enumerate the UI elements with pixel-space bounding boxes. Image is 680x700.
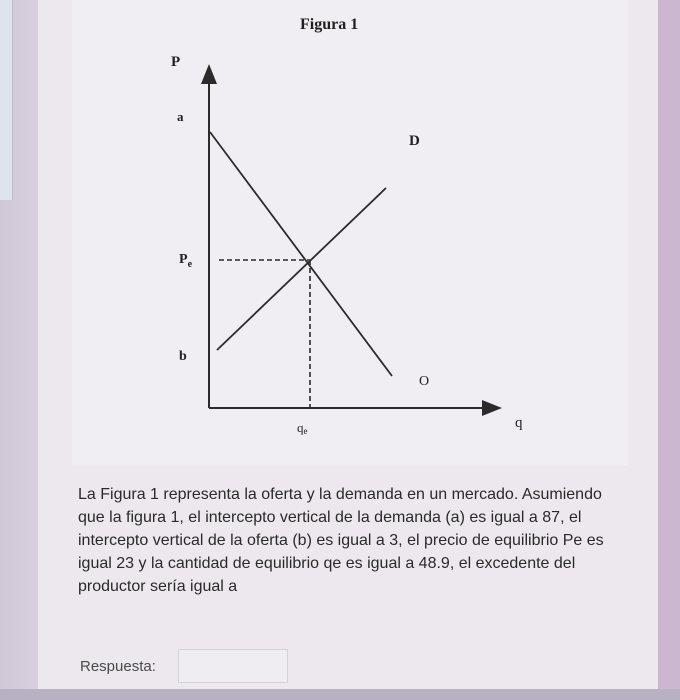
y-axis-label: P: [171, 54, 181, 70]
demand-label: D: [409, 133, 420, 149]
x-axis-label: q: [515, 415, 523, 431]
supply-intercept-label: b: [179, 349, 187, 364]
supply-curve: [217, 188, 386, 350]
supply-label: O: [419, 374, 430, 389]
answer-input[interactable]: [178, 649, 288, 683]
question-text: La Figura 1 representa la oferta y la demanda en un mercado. Asumiendo que la figura 1, el intercepto vertical de la demanda (a) es igual a 87, el intercepto vertical de la oferta (b) es igual a 3, el precio de equilibrio Pe es igual 23 y la cantidad de equilibrio qe es igual a 48.9, el excedente del productor sería igual a: [78, 486, 604, 595]
demand-intercept-label: a: [177, 109, 184, 124]
equilibrium-quantity-label: qe: [297, 420, 308, 436]
figure-title: Figura 1: [300, 16, 359, 33]
demand-curve: [210, 132, 392, 376]
answer-label: Respuesta:: [80, 658, 156, 675]
equilibrium-price-label: $P_e$: [179, 252, 193, 270]
bottom-bar: [0, 689, 680, 700]
